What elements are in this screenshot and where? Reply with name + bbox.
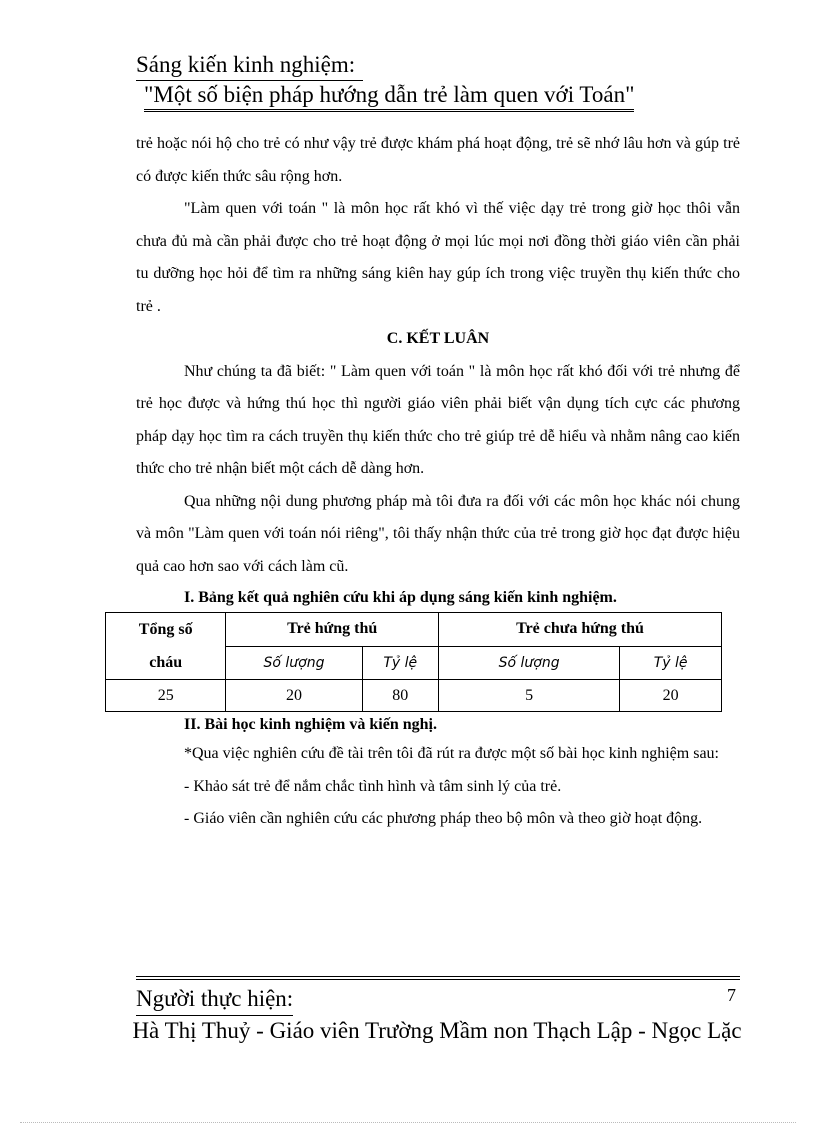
cell-not-ratio: 20 bbox=[620, 680, 722, 712]
subheader-ratio: Tỷ lệ bbox=[620, 646, 722, 680]
section-lessons-heading: II. Bài học kinh nghiệm và kiến nghị. bbox=[184, 716, 437, 733]
table-title: I. Bảng kết quả nghiên cứu khi áp dụng sáng kiến kinh nghiệm. bbox=[184, 589, 617, 606]
page-footer bbox=[132, 983, 746, 1046]
page-number: 7 bbox=[727, 985, 736, 1005]
subheader-count: Số lượng bbox=[226, 646, 362, 680]
paragraph-7: - Giáo viên cần nghiên cứu các phương pháp theo bộ môn và theo giờ hoạt động. bbox=[184, 810, 703, 827]
author-name: Hà Thị Thuỷ - Giáo viên Trường Mầm non Thạch Lập - Ngọc Lặc bbox=[132, 1018, 742, 1043]
table-row bbox=[106, 680, 722, 712]
paragraph-2: "Làm quen với toán " là môn học rất khó vì thế việc dạy trẻ trong giờ học thôi vẫn chưa đủ mà cần phải được cho trẻ hoạt động ở mọi lúc mọi nơi đồng thời giáo viên cần phải tu dưỡng học hỏi để tìm ra những sáng kiên hay gúp ích trong việc truyền thụ kiến thức cho trẻ . bbox=[136, 200, 740, 315]
document-body bbox=[136, 128, 740, 836]
paragraph-1: trẻ hoặc nói hộ cho trẻ có như vậy trẻ được khám phá hoạt động, trẻ sẽ nhớ lâu hơn và gúp trẻ có được kiến thức sâu rộng hơn. bbox=[136, 135, 740, 185]
cell-not-count: 5 bbox=[439, 680, 620, 712]
paragraph-5: *Qua việc nghiên cứu đề tài trên tôi đã rút ra được một số bài học kinh nghiệm sau: bbox=[184, 745, 719, 762]
subheader-ratio: Tỷ lệ bbox=[362, 646, 438, 680]
page-header bbox=[136, 50, 746, 112]
subheader-count: Số lượng bbox=[439, 646, 620, 680]
paragraph-4: Qua những nội dung phương pháp mà tôi đưa ra đối với các môn học khác nói chung và môn "Làm quen với toán nói riêng", tôi thấy nhận thức của trẻ trong giờ học đạt được hiệu quả cao hơn sao với cách làm cũ. bbox=[136, 492, 740, 575]
header-subtitle: "Một số biện pháp hướng dẫn trẻ làm quen với Toán" bbox=[144, 81, 634, 112]
header-title: Sáng kiến kinh nghiệm: bbox=[136, 50, 363, 81]
cell-interested-count: 20 bbox=[226, 680, 362, 712]
cell-total: 25 bbox=[106, 680, 226, 712]
footer-divider bbox=[136, 976, 740, 980]
paragraph-3: Như chúng ta đã biết: " Làm quen với toán " là môn học rất khó đối với trẻ nhưng để trẻ học được và hứng thú học thì người giáo viên phải biết vận dụng tích cực các phương pháp dạy học tìm ra cách truyền thụ kiến thức cho trẻ giúp trẻ dễ hiểu và nhằm nâng cao kiến thức cho trẻ nhận biết một cách dễ dàng hơn. bbox=[136, 362, 740, 477]
section-conclusion-heading: C. KẾT LUÂN bbox=[386, 330, 490, 347]
paragraph-6: - Khảo sát trẻ để nắm chắc tình hình và tâm sinh lý của trẻ. bbox=[184, 777, 562, 795]
header-not-interested: Trẻ chưa hứng thú bbox=[439, 613, 722, 647]
cell-interested-ratio: 80 bbox=[362, 680, 438, 712]
header-interested: Trẻ hứng thú bbox=[226, 613, 439, 647]
results-table bbox=[105, 612, 722, 712]
author-label: Người thực hiện: bbox=[136, 983, 293, 1016]
table-header-row bbox=[106, 613, 722, 647]
header-total-children: Tổng số cháu bbox=[106, 613, 226, 680]
